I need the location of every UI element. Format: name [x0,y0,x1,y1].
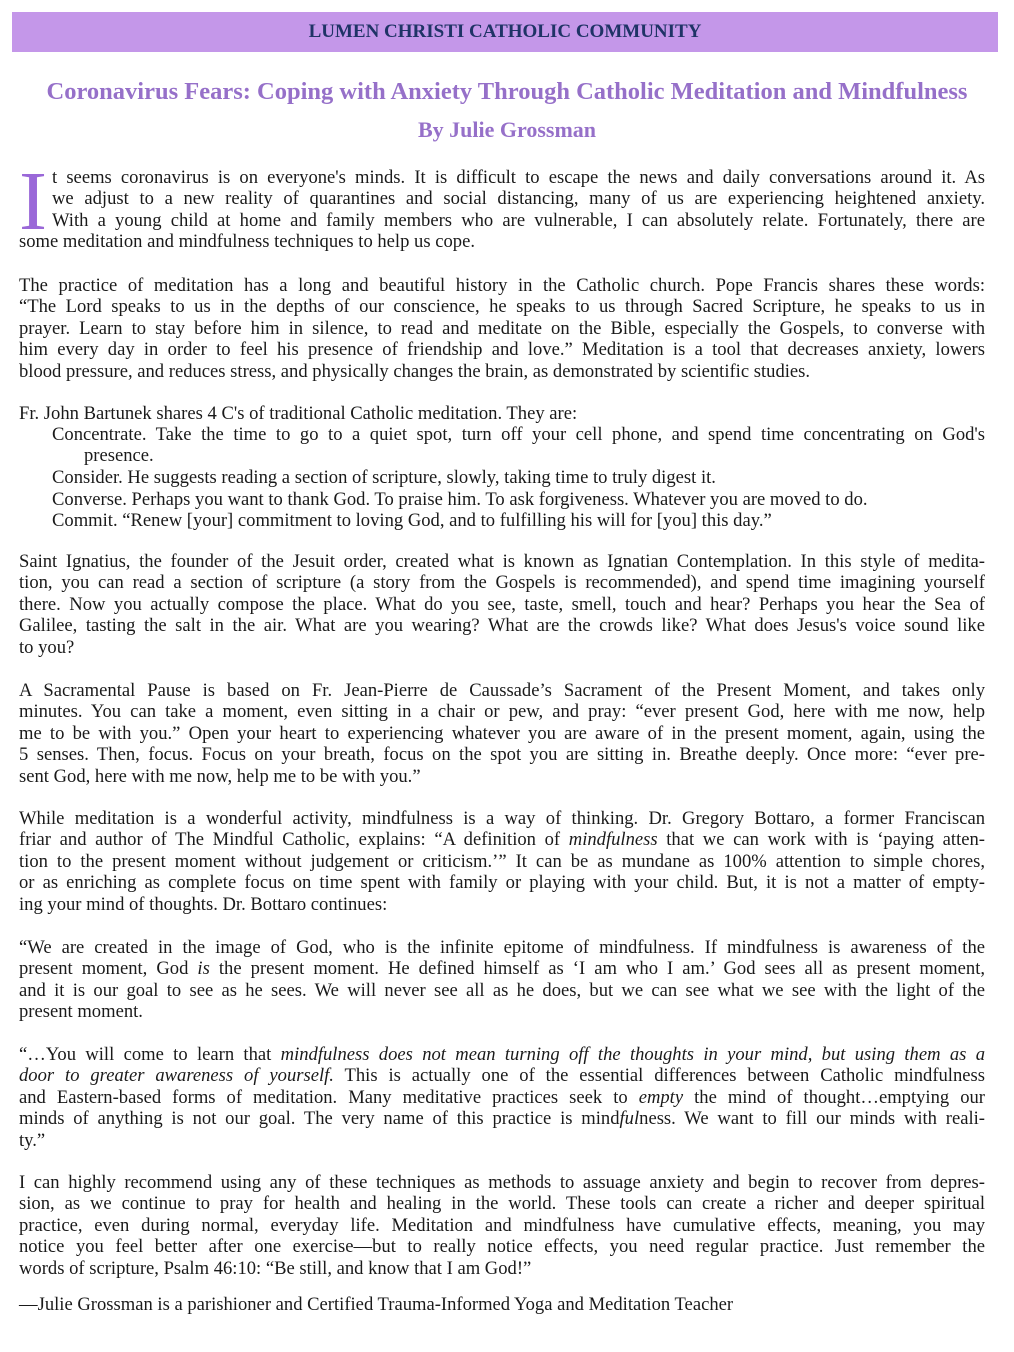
text-line: Galilee, tasting the salt in the air. What are you wearing? What are the crowds like? What does Jesus's voice sound like [19,615,985,637]
text-line: friar and author of The Mindful Catholic, explains: “A definition of mindfulness that we can work with is ‘paying atten- [19,829,985,851]
text-line: tion, you can read a section of scripture (a story from the Gospels is recommended), and spend time imagining yourself [19,572,985,594]
text-line: Fr. John Bartunek shares 4 C's of traditional Catholic meditation. They are: [19,403,578,424]
text-line: A Sacramental Pause is based on Fr. Jean-Pierre de Caussade’s Sacrament of the Present Moment, and takes only [19,680,985,701]
text-line: Concentrate. Take the time to go to a quiet spot, turn off your cell phone, and spend time concentrating on God's [52,424,985,446]
text-line: some meditation and mindfulness techniques to help us cope. [19,231,475,253]
text-line: and it is our goal to see as he sees. We will never see all as he does, but we can see what we see with the light of the [19,979,985,1001]
drop-cap: I [19,155,47,248]
text-line: minds of anything is not our goal. The very name of this practice is mindfulness. We want to fill our minds with reali- [19,1108,985,1130]
text-line: prayer. Learn to stay before him in silence, to read and meditate on the Bible, especially the Gospels, to converse with [19,317,985,339]
text-line: 5 senses. Then, focus. Focus on your breath, focus on the spot you are sitting in. Breathe deeply. Once more: “ever pre- [19,744,985,766]
text-line: Commit. “Renew [your] commitment to loving God, and to fulfilling his will for [you] this day.” [52,510,772,531]
text-line: t seems coronavirus is on everyone's minds. It is difficult to escape the news and daily conversations around it. As [52,167,985,188]
community-name: LUMEN CHRISTI CATHOLIC COMMUNITY [308,21,702,42]
text-line: ty.” [19,1129,46,1151]
text-line: While meditation is a wonderful activity, mindfulness is a way of thinking. Dr. Gregory Bottaro, a former Franciscan [19,808,985,829]
text-line: blood pressure, and reduces stress, and physically changes the brain, as demonstrated by scientific studies. [19,360,811,382]
article-title: Coronavirus Fears: Coping with Anxiety Through Catholic Meditation and Mindfulness [46,78,968,105]
italic-emphasis: ful [619,1108,640,1130]
text-line: Consider. He suggests reading a section of scripture, slowly, taking time to truly digest it. [52,467,716,489]
text-line: With a young child at home and family members who are vulnerable, I can absolutely relate. Fortunately, there are [52,209,985,231]
text-line: “…You will come to learn that mindfulness does not mean turning off the thoughts in your mind, but using them as a [19,1044,985,1065]
italic-emphasis: is [197,958,210,980]
community-header-band [12,12,998,52]
text-line: I can highly recommend using any of these techniques as methods to assuage anxiety and begin to recover from depres- [19,1172,985,1193]
italic-emphasis: mindfulness [568,829,658,851]
text-line: him every day in order to feel his presence of friendship and love.” Meditation is a tool that decreases anxiety, lowers [19,339,985,361]
text-line: sent God, here with me now, help me to be with you.” [19,765,421,787]
text-line: words of scripture, Psalm 46:10: “Be still, and know that I am God!” [19,1257,532,1279]
text-line: Converse. Perhaps you want to thank God. To praise him. To ask forgiveness. Whatever you are moved to do. [52,488,868,510]
italic-emphasis: mindfulness does not mean turning off the thoughts in your mind, but using them as a [280,1044,985,1065]
text-line: me to be with you.” Open your heart to experiencing whatever you are aware of in the present moment, again, using the [19,722,985,744]
text-line: to you? [19,636,75,658]
text-line: door to greater awareness of yourself. This is actually one of the essential differences between Catholic mindfulness [19,1065,985,1087]
text-line: “The Lord speaks to us in the depths of our conscience, he speaks to us through Sacred Scripture, he speaks to us in [19,296,985,318]
article-byline: By Julie Grossman [417,117,597,142]
text-line: Saint Ignatius, the founder of the Jesuit order, created what is known as Ignatian Contemplation. In this style of medita- [19,551,985,572]
text-line: and Eastern-based forms of meditation. Many meditative practices seek to empty the mind of thought…emptying our [19,1086,985,1108]
text-line: ing your mind of thoughts. Dr. Bottaro continues: [19,893,388,915]
text-line: present moment. [19,1001,143,1023]
text-line: sion, as we continue to pray for health and healing in the world. These tools can create a richer and deeper spiritual [19,1193,985,1215]
italic-emphasis: empty [638,1086,684,1108]
italic-emphasis: door to greater awareness of yourself. [19,1065,334,1087]
author-note: —Julie Grossman is a parishioner and Certified Trauma-Informed Yoga and Meditation Teacher [19,1294,734,1315]
text-line: practice, even during normal, everyday life. Meditation and mindfulness have cumulative effects, meaning, you may [19,1214,985,1236]
text-line: we adjust to a new reality of quarantines and social distancing, many of us are experiencing heightened anxiety. [52,188,985,210]
text-line: The practice of meditation has a long and beautiful history in the Catholic church. Pope Francis shares these words: [19,275,985,296]
text-line: minutes. You can take a moment, even sitting in a chair or pew, and pray: “ever present God, here with me now, help [19,701,985,723]
text-line: tion to the present moment without judgement or criticism.’” It can be as mundane as 100% attention to simple chores, [19,850,985,872]
text-line: “We are created in the image of God, who is the infinite epitome of mindfulness. If mindfulness is awareness of the [19,937,985,958]
text-line: notice you feel better after one exercise—but to really notice effects, you need regular practice. Just remember the [19,1236,985,1258]
text-line: there. Now you actually compose the place. What do you see, taste, smell, touch and hear? Perhaps you hear the Sea of [19,593,985,615]
text-line: present moment, God is the present moment. He defined himself as ‘I am who I am.’ God sees all as present moment, [19,958,986,980]
text-line: or as enriching as complete focus on time spent with family or playing with your child. But, it is not a matter of empty- [19,872,985,894]
text-line: presence. [84,444,154,466]
